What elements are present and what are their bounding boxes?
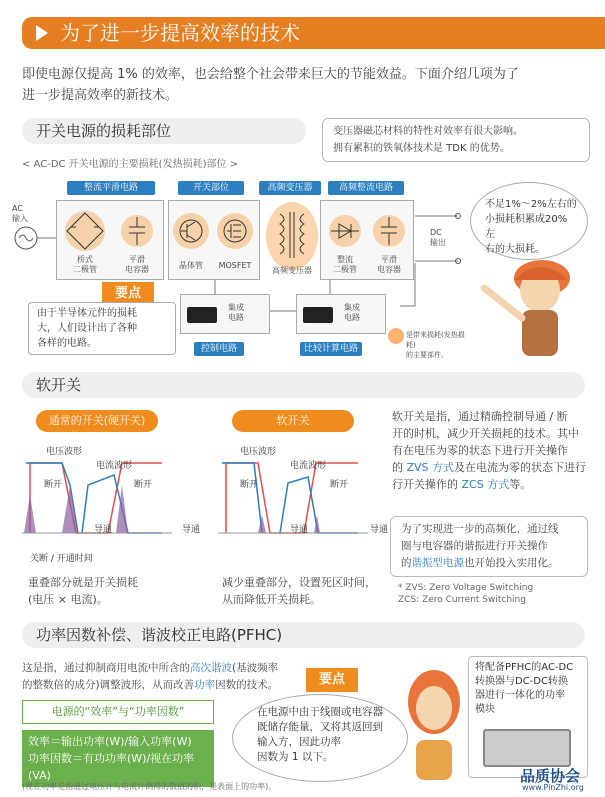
ic-label: [221, 303, 251, 323]
transformer-block: [264, 198, 320, 282]
desc-line: 软开关是指，通过精确控制导通 / 断: [392, 410, 568, 423]
rect-diode-label: [325, 255, 365, 275]
formula-box: [22, 730, 214, 787]
hf-rectifier-block: [320, 200, 414, 280]
bubble-line: 既储存能量，又将其返回到: [257, 721, 383, 733]
intro-line: 即使电源仅提高 1% 的效率，也会给整个社会带来巨大的节能效益。下面介绍几项为了: [22, 67, 519, 82]
switch-block: [168, 200, 260, 280]
bubble-line: 不足1%～2%左右的: [485, 199, 577, 210]
bubble-line: 输入方，因此功率: [257, 736, 341, 748]
smps-loss-diagram: [10, 176, 470, 361]
caption-line: (电压 × 电流)。: [28, 593, 108, 606]
hard-switch-caption: [28, 574, 138, 608]
desc-line: 有在电压为零的状态下进行开关操作: [392, 444, 568, 457]
product-line: 器进行一体化的功率: [475, 690, 565, 701]
diode-text: 整流: [337, 255, 353, 264]
speech-bubble: [232, 694, 408, 782]
section-heading: 软开关: [22, 372, 585, 398]
power-term: 功率: [194, 679, 216, 691]
ic-chip-icon: [187, 307, 217, 323]
caption-line: 重叠部分就是开关损耗: [28, 576, 138, 589]
ic-text: 集成: [344, 303, 360, 312]
section-heading: 功率因数补偿、谐波校正电路(PFHC): [22, 622, 585, 648]
on-label: 导通: [182, 525, 201, 535]
text: 的: [392, 461, 407, 474]
kp-line: 大，人们设计出了各种: [37, 323, 137, 334]
bridge-text: 二极管: [73, 265, 97, 274]
tag-rectifier: 整流平滑电路: [67, 181, 155, 195]
footnote: (视在功率是指通过电压计与电流计测得的数值的积，是表面上的功率)。: [22, 782, 277, 791]
off-on-time-label: 关断 / 开通时间: [30, 554, 93, 564]
transformer-label: 高频变压器: [272, 266, 312, 275]
compare-ic-block: [296, 294, 386, 334]
mosfet-label: MOSFET: [218, 261, 252, 270]
current-wave-label: 电流波形: [290, 461, 327, 471]
product-box: [468, 656, 588, 778]
tag-hf-transformer: 高频变压器: [259, 181, 321, 195]
note-line: 为了实现进一步的高频化，通过线: [401, 523, 559, 535]
note-line: 变压器磁芯材料的特性对效率有很大影响。: [333, 126, 523, 137]
text: 及在电流为零的状态下进行: [454, 461, 587, 474]
note-line: [401, 555, 577, 572]
ic-text: 电路: [344, 313, 360, 322]
ic-label: [337, 303, 367, 323]
desc-line: [22, 677, 302, 694]
cap-text: 电容器: [125, 265, 149, 274]
product-line: 转换器与DC-DC转换: [475, 676, 568, 687]
zcs-note: ZCS: Zero Current Switching: [398, 595, 526, 605]
intro-line: 进一步提高效率的新技术。: [22, 88, 179, 103]
note-box: [322, 118, 590, 162]
input-text: 输入: [12, 214, 28, 223]
section-heading: 开关电源的损耗部位: [22, 118, 306, 144]
resonant-term: 谐振型电源: [411, 557, 464, 569]
voltage-wave-label: 电压波形: [46, 447, 83, 457]
keypoint-badge: 要点: [306, 668, 358, 692]
zvs-term: ZVS 方式: [406, 461, 455, 474]
current-wave-label: 电流波形: [96, 461, 133, 471]
diode-text: 二极管: [333, 265, 357, 274]
smoothing-cap-label: [117, 255, 157, 275]
banner-title: 为了进一步提高效率的技术: [60, 21, 300, 45]
bubble-line: 在电源中由于线圈或电容器: [257, 706, 383, 718]
harmonics-term: 高次谐波: [190, 662, 232, 674]
resonant-note: [390, 516, 588, 577]
desc-line: [392, 476, 592, 493]
desc-line: [22, 660, 302, 677]
tag-hf-rectifier: 高频整流电路: [328, 181, 404, 195]
section-banner: [22, 17, 605, 49]
cap-text: 平滑: [381, 255, 397, 264]
note-line: 圈与电容器的谐振进行开关操作: [401, 540, 548, 552]
off-label: 断开: [330, 480, 349, 490]
cap-text: 平滑: [129, 255, 145, 264]
product-line: 模块: [475, 704, 495, 715]
voltage-wave-label: 电压波形: [240, 447, 277, 457]
bubble-line: 右的大损耗。: [485, 244, 545, 255]
legend-line: 是带来损耗(发热损耗): [406, 331, 465, 349]
zvs-note: * ZVS: Zero Voltage Switching: [398, 583, 534, 593]
caption-line: 减少重叠部分，设置死区时间，: [222, 576, 376, 589]
ac-label: [12, 204, 28, 224]
power-factor-formula: 功率因数＝有功功率(W)/视在功率(VA): [28, 752, 195, 782]
tag-control: 控制电路: [194, 342, 244, 356]
off-label: 断开: [134, 480, 153, 490]
note-line: 拥有累积的铁氧体技术是 TDK 的优势。: [333, 143, 510, 154]
bridge-label: [65, 255, 105, 275]
rectifier-block: [56, 200, 164, 280]
kp-line: 由于半导体元件的损耗: [37, 308, 137, 319]
power-module-image: [483, 729, 571, 767]
kp-line: 各样的电路。: [37, 338, 97, 349]
girl-character-icon: [400, 666, 466, 782]
hard-switch-label: 通常的开关(硬开关): [36, 410, 158, 432]
soft-switch-description: [392, 408, 592, 493]
product-line: 将配备PFHC的AC-DC: [475, 662, 574, 673]
control-ic-block: [180, 294, 270, 334]
zcs-term: ZCS 方式: [461, 478, 510, 491]
girl-character-icon: [470, 248, 590, 358]
abbreviation-notes: [398, 582, 533, 606]
soft-switch-caption: [222, 574, 376, 608]
tag-switch: 开关部位: [178, 181, 244, 195]
desc-line: 开的时机，减少开关损耗的技术。其中: [392, 427, 579, 440]
watermark-url: www.PinZhi.org: [522, 783, 584, 792]
output-text: 输出: [430, 238, 446, 247]
efficiency-box-heading: 电源的“效率”与“功率因数”: [22, 700, 214, 724]
bubble-line: 小损耗积累成20%左: [485, 214, 568, 240]
text: 也开始投入实用化。: [464, 557, 559, 569]
bridge-text: 桥式: [77, 255, 93, 264]
sine-icon: [19, 235, 33, 241]
diagram-caption: < AC-DC 开关电源的主要损耗(发热损耗)部位 >: [22, 159, 239, 170]
text: 这是指，通过抑制商用电流中所含的: [22, 662, 190, 674]
bubble-line: 因数为 1 以下。: [257, 751, 334, 763]
desc-line: [392, 459, 592, 476]
on-label: 导通: [94, 525, 113, 535]
text: 的整数倍的成分)调整波形，从而改善: [22, 679, 195, 691]
ic-text: 集成: [228, 303, 244, 312]
smoothing-cap-label: [369, 255, 409, 275]
efficiency-formula: 效率＝输出功率(W)/输入功率(W): [28, 735, 192, 748]
text: 行开关操作的: [392, 478, 462, 491]
watermark-logo: 品质协会: [520, 767, 581, 785]
ic-text: 电路: [228, 313, 244, 322]
on-label: 导通: [290, 525, 309, 535]
text: (基波频率: [232, 662, 279, 674]
legend-text: [406, 330, 470, 360]
on-label: 导通: [370, 525, 389, 535]
dc-label: [430, 228, 446, 248]
play-arrow-icon: [36, 25, 48, 41]
soft-switch-label: 软开关: [232, 410, 354, 432]
off-label: 断开: [240, 480, 259, 490]
ic-chip-icon: [303, 307, 333, 323]
off-label: 断开: [44, 480, 63, 490]
pfhc-description: [22, 660, 302, 694]
keypoint-badge: 要点: [102, 282, 154, 306]
keypoint-text: [28, 302, 176, 355]
intro-paragraph: [22, 64, 592, 106]
text: 的: [401, 557, 412, 569]
tag-compare: 比较计算电路: [300, 342, 362, 356]
caption-line: 从而降低开关损耗。: [222, 593, 321, 606]
cap-text: 电容器: [377, 265, 401, 274]
transistor-label: 晶体管: [179, 261, 203, 270]
loss-legend-icon: [388, 328, 404, 344]
text: 等。: [509, 478, 532, 491]
legend-line: 的主要部件。: [406, 351, 448, 359]
ac-text: AC: [12, 204, 23, 213]
dc-text: DC: [430, 228, 442, 237]
text: 因数的技术。: [215, 679, 279, 691]
